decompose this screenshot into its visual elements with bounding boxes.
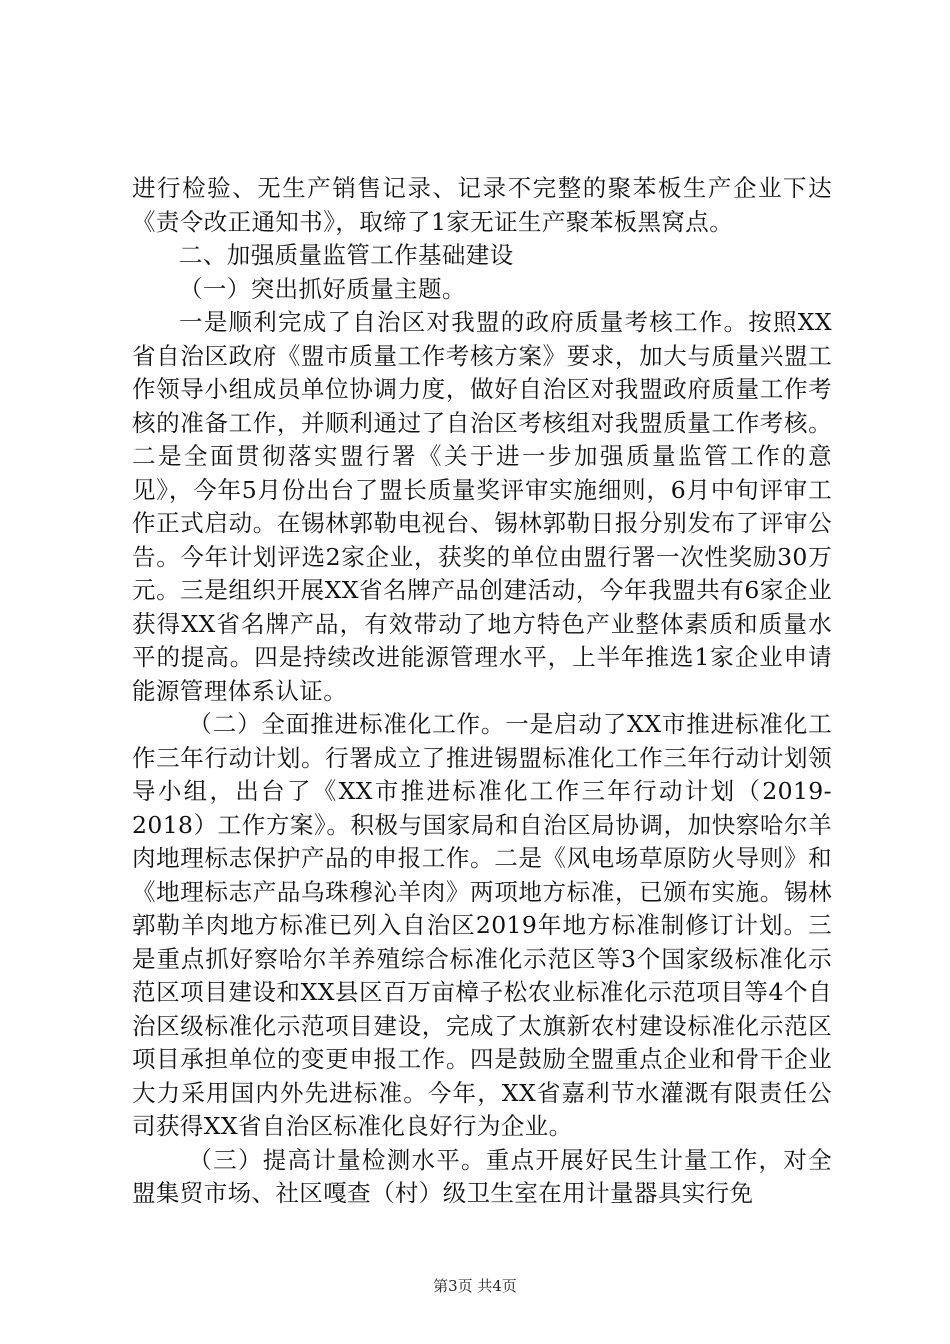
paragraph-metrology: （三）提高计量检测水平。重点开展好民生计量工作，对全盟集贸市场、社区嘎查（村）级卫生室在用计量器具实行免	[132, 1145, 832, 1207]
page-footer: 第3页 共4页	[433, 1277, 517, 1295]
paragraph-quality-assessment: 一是顺利完成了自治区对我盟的政府质量考核工作。按照XX省自治区政府《盟市质量工作考核方案》要求，加大与质量兴盟工作领导小组成员单位协调力度，做好自治区对我盟政府质量工作考核的准备工作，并顺利通过了自治区考核组对我盟质量工作考核。二是全面贯彻落实盟行署《关于进一步加强质量监管工作的意见》，今年5月份出台了盟长质量奖评审实施细则，6月中旬评审工作正式启动。在锡林郭勒电视台、锡林郭勒日报分别发布了评审公告。今年计划评选2家企业，获奖的单位由盟行署一次性奖励30万元。三是组织开展XX省名牌产品创建活动，今年我盟共有6家企业获得XX省名牌产品，有效带动了地方特色产业整体素质和质量水平的提高。四是持续改进能源管理水平，上半年推选1家企业申请能源管理体系认证。	[132, 308, 832, 705]
section-heading: 二、加强质量监管工作基础建设	[179, 241, 514, 269]
subsection-heading-1: （一）突出抓好质量主题。	[179, 274, 466, 303]
paragraph-standardization: （二）全面推进标准化工作。一是启动了XX市推进标准化工作三年行动计划。行署成立了推进锡盟标准化工作三年行动计划领导小组，出台了《XX市推进标准化工作三年行动计划（2019-2018）工作方案》。积极与国家局和自治区局协调，加快察哈尔羊肉地理标志保护产品的申报工作。二是《风电场草原防火导则》和《地理标志产品乌珠穆沁羊肉》两项地方标准，已颁布实施。锡林郭勒羊肉地方标准已列入自治区2019年地方标准制修订计划。三是重点抓好察哈尔羊养殖综合标准化示范区等3个国家级标准化示范区项目建设和XX县区百万亩樟子松农业标准化示范项目等4个自治区级标准化示范项目建设，完成了太旗新农村建设标准化示范区项目承担单位的变更申报工作。四是鼓励全盟重点企业和骨干企业大力采用国内外先进标准。今年，XX省嘉利节水灌溉有限责任公司获得XX省自治区标准化良好行为企业。	[132, 710, 832, 1140]
document-body	[132, 172, 832, 1211]
paragraph-continuation: 进行检验、无生产销售记录、记录不完整的聚苯板生产企业下达《责令改正通知书》，取缔了1家无证生产聚苯板黑窝点。	[132, 174, 832, 236]
